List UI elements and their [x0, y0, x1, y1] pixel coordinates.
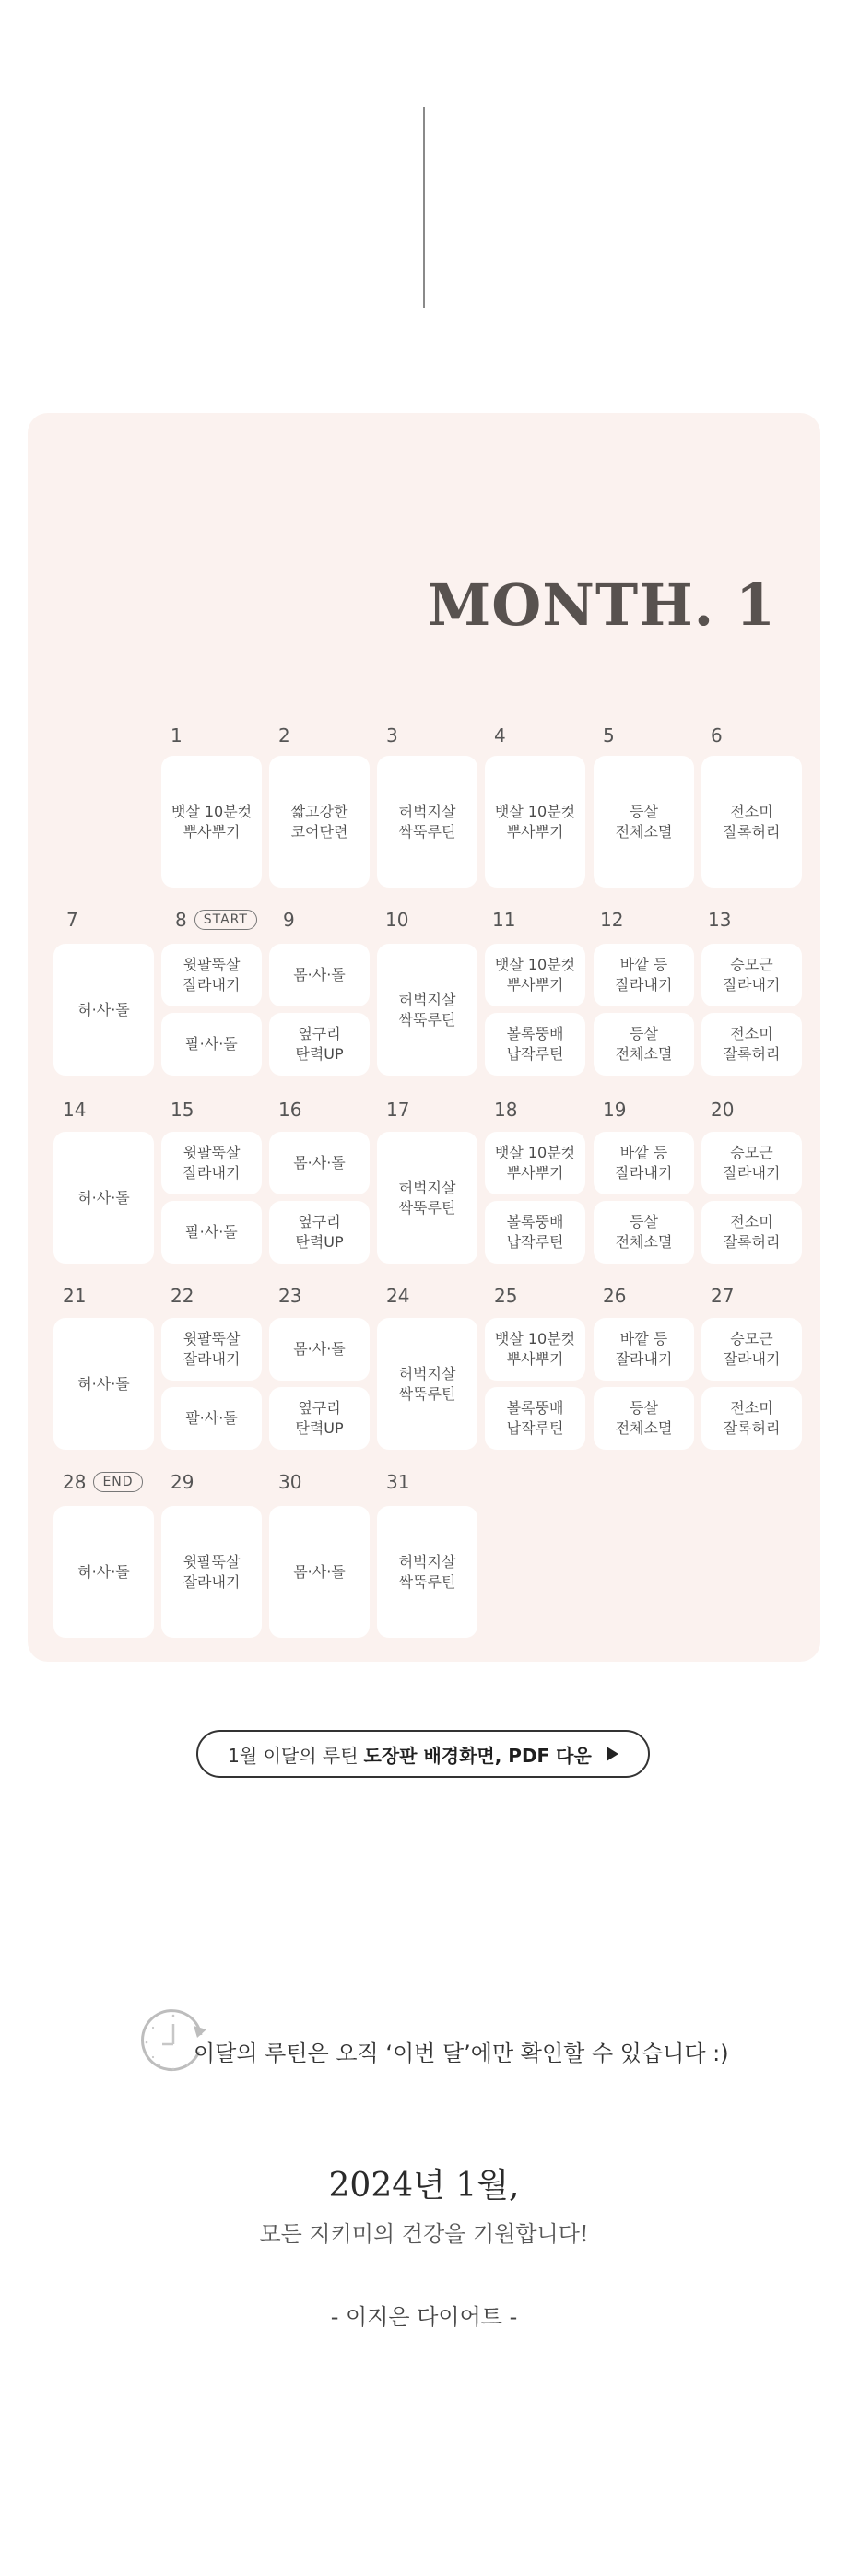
- day-number: 19: [603, 1099, 627, 1121]
- day-number: 21: [63, 1285, 87, 1307]
- routine-cell[interactable]: 전소미 잘록허리: [701, 1201, 802, 1264]
- day-number: [175, 909, 257, 931]
- day-number-value: 28: [63, 1471, 87, 1493]
- routine-calendar-board: [28, 413, 820, 1662]
- day-number: 18: [494, 1099, 518, 1121]
- routine-cell[interactable]: 옆구리 탄력UP: [269, 1201, 370, 1264]
- routine-cell[interactable]: 몸·사·돌: [269, 1318, 370, 1381]
- day-number: 20: [711, 1099, 735, 1121]
- start-tag: START: [194, 910, 257, 930]
- routine-cell[interactable]: 몸·사·돌: [269, 1506, 370, 1638]
- day-number: 22: [171, 1285, 194, 1307]
- day-number: 31: [386, 1471, 410, 1493]
- routine-cell[interactable]: 등살 전체소멸: [594, 1013, 694, 1076]
- routine-cell[interactable]: 볼록뚱배 납작루틴: [485, 1013, 585, 1076]
- routine-cell[interactable]: 승모근 잘라내기: [701, 1132, 802, 1194]
- end-tag: END: [93, 1472, 142, 1492]
- footer-title: 2024년 1월,: [328, 2167, 520, 2205]
- day-number: 7: [66, 909, 78, 931]
- routine-cell[interactable]: 바깥 등 잘라내기: [594, 1132, 694, 1194]
- play-arrow-icon: [607, 1747, 618, 1761]
- day-number: 5: [603, 724, 615, 747]
- routine-cell[interactable]: 바깥 등 잘라내기: [594, 944, 694, 1006]
- routine-cell[interactable]: 팔·사·돌: [161, 1387, 262, 1450]
- routine-cell[interactable]: 허벅지살 싹뚝루틴: [377, 756, 477, 888]
- routine-cell[interactable]: 허·사·돌: [53, 944, 154, 1076]
- routine-cell[interactable]: 뱃살 10분컷 뿌사뿌기: [485, 944, 585, 1006]
- routine-cell[interactable]: 볼록뚱배 납작루틴: [485, 1201, 585, 1264]
- routine-cell[interactable]: 뱃살 10분컷 뿌사뿌기: [485, 1318, 585, 1381]
- day-number: 14: [63, 1099, 87, 1121]
- day-number: 11: [492, 909, 516, 931]
- routine-cell[interactable]: 뱃살 10분컷 뿌사뿌기: [485, 756, 585, 888]
- divider-line: [423, 107, 425, 308]
- footer-signature: - 이지은 다이어트 -: [330, 2304, 518, 2330]
- day-number: 25: [494, 1285, 518, 1307]
- day-number: 10: [385, 909, 409, 931]
- routine-cell[interactable]: 옆구리 탄력UP: [269, 1387, 370, 1450]
- day-number: 1: [171, 724, 183, 747]
- routine-cell[interactable]: 등살 전체소멸: [594, 1387, 694, 1450]
- routine-cell[interactable]: 전소미 잘록허리: [701, 1387, 802, 1450]
- day-number-value: 8: [175, 909, 187, 931]
- pdf-button-prefix: 1월 이달의 루틴: [228, 1744, 359, 1767]
- footer-subtitle: 모든 지키미의 건강을 기원합니다!: [259, 2221, 589, 2247]
- routine-cell[interactable]: 윗팔뚝살 잘라내기: [161, 944, 262, 1006]
- day-number: 15: [171, 1099, 194, 1121]
- day-number: 12: [600, 909, 624, 931]
- day-number: 6: [711, 724, 723, 747]
- routine-cell[interactable]: 뱃살 10분컷 뿌사뿌기: [485, 1132, 585, 1194]
- day-number: [63, 1471, 143, 1493]
- routine-cell[interactable]: 승모근 잘라내기: [701, 1318, 802, 1381]
- routine-cell[interactable]: 팔·사·돌: [161, 1201, 262, 1264]
- day-number: 4: [494, 724, 506, 747]
- routine-cell[interactable]: 전소미 잘록허리: [701, 1013, 802, 1076]
- day-number: 2: [278, 724, 290, 747]
- day-number: 23: [278, 1285, 302, 1307]
- routine-cell[interactable]: 윗팔뚝살 잘라내기: [161, 1132, 262, 1194]
- monthly-notice-text: 이달의 루틴은 오직 ‘이번 달’에만 확인할 수 있습니다 :): [194, 2041, 729, 2066]
- pdf-button-bold-label: 도장판 배경화면, PDF 다운: [363, 1744, 592, 1767]
- day-number: 26: [603, 1285, 627, 1307]
- day-number: 29: [171, 1471, 194, 1493]
- routine-cell[interactable]: 바깥 등 잘라내기: [594, 1318, 694, 1381]
- routine-cell[interactable]: 등살 전체소멸: [594, 1201, 694, 1264]
- routine-cell[interactable]: 팔·사·돌: [161, 1013, 262, 1076]
- routine-cell[interactable]: 등살 전체소멸: [594, 756, 694, 888]
- routine-cell[interactable]: 허·사·돌: [53, 1506, 154, 1638]
- routine-cell[interactable]: 몸·사·돌: [269, 944, 370, 1006]
- day-number: 3: [386, 724, 398, 747]
- routine-cell[interactable]: 뱃살 10분컷 뿌사뿌기: [161, 756, 262, 888]
- day-number: 30: [278, 1471, 302, 1493]
- day-number: 17: [386, 1099, 410, 1121]
- day-number: 24: [386, 1285, 410, 1307]
- routine-cell[interactable]: 볼록뚱배 납작루틴: [485, 1387, 585, 1450]
- routine-cell[interactable]: 허·사·돌: [53, 1132, 154, 1264]
- pdf-download-button[interactable]: [196, 1730, 650, 1778]
- routine-cell[interactable]: 짧고강한 코어단련: [269, 756, 370, 888]
- routine-cell[interactable]: 윗팔뚝살 잘라내기: [161, 1318, 262, 1381]
- day-number: 16: [278, 1099, 302, 1121]
- routine-cell[interactable]: 옆구리 탄력UP: [269, 1013, 370, 1076]
- routine-cell[interactable]: 허·사·돌: [53, 1318, 154, 1450]
- routine-cell[interactable]: 허벅지살 싹뚝루틴: [377, 1318, 477, 1450]
- routine-cell[interactable]: 전소미 잘록허리: [701, 756, 802, 888]
- day-number: 27: [711, 1285, 735, 1307]
- routine-cell[interactable]: 허벅지살 싹뚝루틴: [377, 944, 477, 1076]
- routine-cell[interactable]: 몸·사·돌: [269, 1132, 370, 1194]
- day-number: 13: [708, 909, 732, 931]
- day-number: 9: [283, 909, 295, 931]
- month-title: MONTH. 1: [427, 571, 776, 639]
- routine-cell[interactable]: 승모근 잘라내기: [701, 944, 802, 1006]
- routine-cell[interactable]: 허벅지살 싹뚝루틴: [377, 1506, 477, 1638]
- routine-cell[interactable]: 윗팔뚝살 잘라내기: [161, 1506, 262, 1638]
- routine-cell[interactable]: 허벅지살 싹뚝루틴: [377, 1132, 477, 1264]
